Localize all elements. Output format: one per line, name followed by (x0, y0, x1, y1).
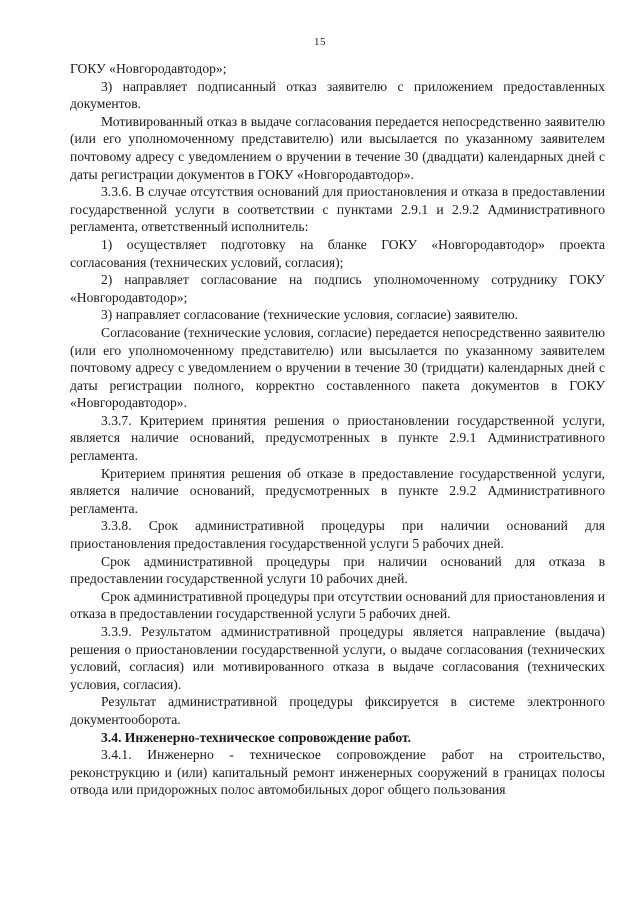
paragraph: 3.4.1. Инженерно - техническое сопровождение работ на строительство, реконструкцию и (или) капитальный ремонт инженерных сооружений в границах полосы отвода или придорожных полос автомобильных дорог общего пользования (70, 747, 605, 798)
paragraph: 3.3.7. Критерием принятия решения о приостановлении государственной услуги, является наличие оснований, предусмотренных в пункте 2.9.1 Административного регламента. (70, 412, 605, 464)
paragraph: Результат административной процедуры фиксируется в системе электронного документооборота. (70, 694, 605, 727)
page-number: 15 (314, 36, 326, 48)
paragraph: 3.3.6. В случае отсутствия оснований для приостановления и отказа в предоставлении государственной услуги в соответствии с пунктами 2.9.1 и 2.9.2 Административного регламента, ответственный исполнитель: (70, 184, 605, 235)
paragraph: Срок административной процедуры при наличии оснований для отказа в предоставлении государственной услуги 10 рабочих дней. (70, 553, 605, 587)
paragraph: 3.3.8. Срок административной процедуры при наличии оснований для приостановления предоставления государственной услуги 5 рабочих дней. (70, 518, 605, 552)
paragraph: 3.3.9. Результатом административной процедуры является направление (выдача) решения о приостановлении государственной услуги, о выдаче согласования (технических условий, согласия) или мотивированного отказа в выдаче согласования (технических условия, согласия). (70, 624, 605, 692)
paragraph: 3) направляет согласование (технические условия, согласие) заявителю. (101, 307, 519, 323)
paragraph: Срок административной процедуры при отсутствии оснований для приостановления и отказа в предоставлении государственной услуги 5 рабочих дней. (70, 588, 605, 622)
paragraph: 1) осуществляет подготовку на бланке ГОКУ «Новгородавтодор» проекта согласования (технических условий, согласия); (70, 236, 605, 270)
paragraph: Мотивированный отказ в выдаче согласования передается непосредственно заявителю (или его уполномоченному представителю) или высылается по указанному заявителем почтовому адресу с уведомлением о вручении в течение 30 (двадцати) календарных дней с даты регистрации документов в ГОКУ «Новгородавтодор». (70, 113, 605, 182)
body-text (70, 60, 605, 799)
paragraph: Критерием принятия решения об отказе в предоставление государственной услуги, является наличие оснований, предусмотренных в пункте 2.9.2 Административного регламента. (70, 465, 605, 516)
paragraph: 3) направляет подписанный отказ заявителю с приложением предоставленных документов. (70, 78, 605, 112)
section-heading: 3.4. Инженерно-техническое сопровождение работ. (101, 729, 412, 745)
paragraph: 2) направляет согласование на подпись уполномоченному сотруднику ГОКУ «Новгородавтодор»; (70, 272, 605, 305)
paragraph: ГОКУ «Новгородавтодор»; (70, 61, 227, 76)
paragraph: Согласование (технические условия, согласие) передается непосредственно заявителю (или его уполномоченному представителю) или высылается по указанному заявителем почтовому адресу с уведомлением о вручении в течение 30 (тридцати) календарных дней с даты регистрации полного, корректно составленного пакета документов в ГОКУ «Новгородавтодор». (70, 324, 605, 411)
